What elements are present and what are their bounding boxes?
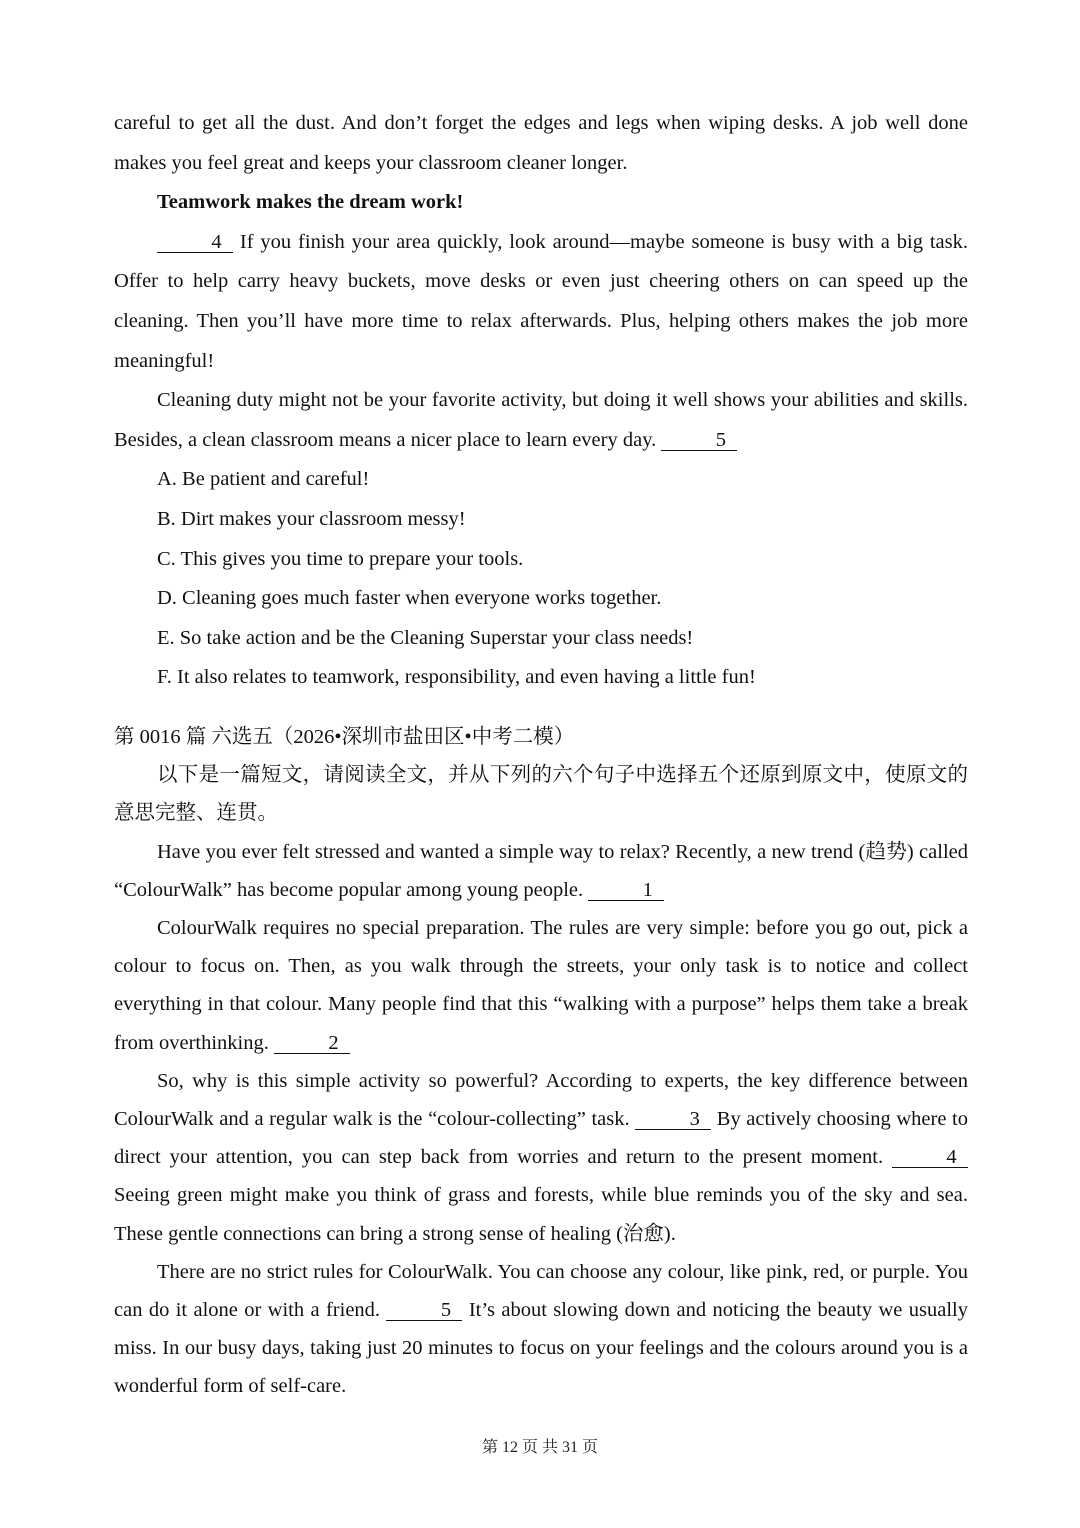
paragraph-intro <box>114 833 968 909</box>
paragraph-conclusion <box>114 381 968 460</box>
paragraph-rules <box>114 909 968 1062</box>
passage-2 <box>114 718 968 1406</box>
paragraph-norules <box>114 1253 968 1406</box>
paragraph-why-text-b: By actively choosing where to direct your attention, you can step back from worries and return to the present moment. <box>114 1107 968 1169</box>
document-page <box>114 104 968 1406</box>
option-c: C. This gives you time to prepare your tools. <box>157 547 524 570</box>
paragraph-conclusion-text: Cleaning duty might not be your favorite activity, but doing it well shows your abilities and skills. Besides, a clean classroom means a nicer place to learn every day. <box>114 389 968 451</box>
subheading-teamwork: Teamwork makes the dream work! <box>157 191 464 214</box>
passage-heading: 第 0016 篇 六选五（2026•深圳市盐田区•中考二模） <box>114 725 575 748</box>
paragraph-teamwork-text: If you finish your area quickly, look around—maybe someone is busy with a big task. Offer to help carry heavy buckets, move desks or even just cheering others on can speed up the cleaning. Then you’ll have more time to relax afterwards. Plus, helping others makes the job more meaningful! <box>114 230 968 372</box>
option-d: D. Cleaning goes much faster when everyone works together. <box>157 587 662 610</box>
paragraph-teamwork <box>114 223 968 381</box>
option-b: B. Dirt makes your classroom messy! <box>157 507 466 530</box>
paragraph-rules-text: ColourWalk requires no special preparation. The rules are very simple: before you go out, pick a colour to focus on. Then, as you walk through the streets, your only task is to notice and collect everything in that colour. Many people find that this “walking with a purpose” helps them take a break from overthinking. <box>114 916 968 1054</box>
answer-blank-4: 4 <box>157 232 233 253</box>
option-f: F. It also relates to teamwork, responsibility, and even having a little fun! <box>157 666 756 689</box>
answer-blank-2: 2 <box>274 1033 350 1054</box>
paragraph-norules-text-a: There are no strict rules for ColourWalk. You can choose any colour, like pink, red, or purple. You can do it alone or with a friend. <box>114 1260 968 1321</box>
page-footer: 第 12 页 共 31 页 <box>481 1439 598 1456</box>
paragraph-why-text-a: So, why is this simple activity so powerful? According to experts, the key difference between ColourWalk and a regular walk is the “colour-collecting” task. <box>114 1069 968 1130</box>
answer-blank-5: 5 <box>661 430 737 451</box>
answer-blank-4b: 4 <box>892 1147 968 1168</box>
paragraph-why-text-c: Seeing green might make you think of grass and forests, while blue reminds you of the sky and sea. These gentle connections can bring a strong sense of healing (治愈). <box>114 1184 968 1245</box>
answer-blank-1: 1 <box>588 880 664 901</box>
answer-blank-5b: 5 <box>386 1300 462 1321</box>
option-e: E. So take action and be the Cleaning Superstar your class needs! <box>157 626 694 649</box>
options-list <box>114 460 968 698</box>
instruction-text: 以下是一篇短文，请阅读全文，并从下列的六个句子中选择五个还原到原文中，使原文的意思完整、连贯。 <box>114 764 968 825</box>
paragraph-continuation: careful to get all the dust. And don’t forget the edges and legs when wiping desks. A job well done makes you feel great and keeps your classroom cleaner longer. <box>114 112 968 174</box>
option-a: A. Be patient and careful! <box>157 468 370 491</box>
paragraph-intro-text: Have you ever felt stressed and wanted a simple way to relax? Recently, a new trend (趋势) called “ColourWalk” has become popular among young people. <box>114 840 968 901</box>
answer-blank-3: 3 <box>635 1109 711 1130</box>
paragraph-why <box>114 1062 968 1253</box>
paragraph-norules-text-b: It’s about slowing down and noticing the beauty we usually miss. In our busy days, taking just 20 minutes to focus on your feelings and the colours around you is a wonderful form of self-care. <box>114 1298 968 1398</box>
